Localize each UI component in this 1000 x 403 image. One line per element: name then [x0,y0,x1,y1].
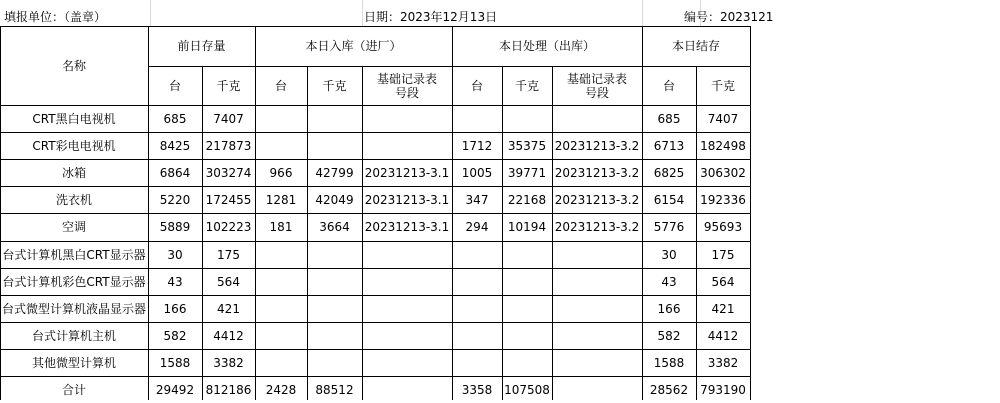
row-cell-in-tai[interactable] [255,349,307,376]
row-cell-bal-kg[interactable]: 175 [711,247,735,262]
row-cell-in-rec[interactable]: 20231213-3.1 [364,192,450,207]
row-cell-out-kg[interactable] [502,241,552,268]
row-cell-in-tai[interactable] [255,132,307,159]
row-cell-bal-kg[interactable]: 7407 [707,111,739,126]
row-cell-out-tai[interactable]: 347 [465,192,489,207]
row-cell-in-rec[interactable] [362,322,452,349]
row-cell-out-kg[interactable]: 39771 [507,165,547,180]
row-cell-out-kg[interactable]: 10194 [507,220,547,234]
row-name-cell[interactable]: 洗衣机 [55,192,92,207]
row-cell-prev-tai[interactable]: 5220 [159,192,191,207]
row-name-cell[interactable]: 其他微型计算机 [31,355,116,370]
row-cell-in-rec[interactable] [362,241,452,268]
row-cell-prev-kg[interactable]: 303274 [205,165,252,180]
row-cell-prev-kg[interactable]: 7407 [213,111,244,126]
row-cell-bal-tai[interactable]: 30 [661,247,677,262]
row-cell-prev-tai[interactable]: 1588 [159,355,191,370]
row-cell-bal-tai[interactable]: 6713 [653,138,685,153]
subheader-unit-tai[interactable]: 台 [470,78,483,93]
row-cell-bal-kg[interactable]: 793190 [700,382,746,397]
row-cell-in-kg[interactable] [307,132,362,159]
row-cell-prev-tai[interactable]: 685 [163,111,187,126]
row-cell-prev-tai[interactable]: 30 [167,247,183,262]
row-cell-in-tai[interactable] [255,295,307,322]
row-cell-bal-tai[interactable]: 582 [657,328,681,343]
header-name-cell[interactable]: 名称 [61,58,86,73]
row-cell-bal-tai[interactable]: 6825 [653,165,685,180]
row-cell-out-tai[interactable] [452,105,502,132]
row-cell-bal-kg[interactable]: 421 [711,301,735,316]
header-inbound[interactable]: 本日入库（进厂） [305,39,402,53]
fill-unit-label: 填报单位：（盖章） [4,10,107,24]
row-cell-out-kg[interactable]: 35375 [507,138,547,153]
row-name-cell[interactable]: 台式微型计算机液晶显示器 [1,301,146,316]
subheader-unit-tai[interactable]: 台 [168,78,181,93]
subheader-record-no[interactable]: 基础记录表号段 [566,71,627,100]
row-cell-out-kg[interactable] [502,295,552,322]
row-cell-in-kg[interactable]: 42049 [315,192,354,207]
row-cell-out-tai[interactable] [452,322,502,349]
row-cell-out-tai[interactable]: 1005 [461,165,493,180]
row-cell-out-kg[interactable] [502,105,552,132]
row-cell-out-kg[interactable] [502,322,552,349]
row-cell-prev-tai[interactable]: 166 [163,301,187,316]
row-cell-in-tai[interactable]: 1281 [265,192,297,207]
subheader-unit-kg[interactable]: 千克 [514,78,539,93]
row-cell-in-rec[interactable] [362,295,452,322]
subheader-unit-kg[interactable]: 千克 [322,78,347,93]
row-cell-out-tai[interactable] [452,268,502,295]
header-processed[interactable]: 本日处理（出库） [498,39,595,53]
row-cell-prev-kg[interactable]: 172455 [205,192,252,207]
row-cell-out-rec[interactable] [552,376,642,403]
row-cell-prev-tai[interactable]: 5889 [159,220,191,234]
row-cell-bal-kg[interactable]: 4412 [707,328,739,343]
row-cell-bal-kg[interactable]: 192336 [700,192,746,207]
row-cell-bal-tai[interactable]: 685 [657,111,681,126]
row-cell-prev-kg[interactable]: 217873 [205,138,252,153]
report-date: 日期：2023年12月13日 [364,10,498,24]
row-cell-bal-tai[interactable]: 43 [661,274,677,289]
row-cell-out-tai[interactable]: 294 [465,220,489,234]
row-cell-prev-kg[interactable]: 175 [217,247,240,262]
row-cell-prev-kg[interactable]: 564 [217,274,240,289]
row-cell-out-rec[interactable]: 20231213-3.2 [554,192,640,207]
header-prev-stock[interactable]: 前日存量 [177,39,226,53]
row-cell-in-tai[interactable] [255,105,307,132]
row-name-cell[interactable]: 合计 [61,382,86,397]
row-cell-bal-tai[interactable]: 6154 [653,192,685,207]
row-cell-prev-tai[interactable]: 6864 [159,165,191,180]
row-cell-bal-kg[interactable]: 564 [711,274,735,289]
row-cell-in-rec[interactable] [362,349,452,376]
row-cell-in-kg[interactable] [307,105,362,132]
row-cell-in-tai[interactable] [255,322,307,349]
report-number: 编号：2023121 [684,10,774,24]
row-cell-in-rec[interactable] [362,105,452,132]
row-cell-in-tai[interactable]: 2428 [265,382,297,397]
row-cell-in-kg[interactable]: 3664 [319,220,350,234]
row-cell-in-rec[interactable]: 20231213-3.1 [364,165,450,180]
row-cell-in-rec[interactable]: 20231213-3.1 [364,220,450,234]
subheader-unit-kg[interactable]: 千克 [710,78,735,93]
row-cell-in-rec[interactable] [362,132,452,159]
row-cell-out-tai[interactable] [452,295,502,322]
row-name-cell[interactable]: 台式计算机主机 [31,328,116,343]
row-cell-out-rec[interactable]: 20231213-3.2 [554,138,640,153]
row-cell-in-kg[interactable] [307,268,362,295]
row-cell-out-tai[interactable] [452,349,502,376]
row-cell-in-tai[interactable] [255,268,307,295]
row-name-cell[interactable]: CRT彩电电视机 [32,138,116,153]
row-cell-out-rec[interactable] [552,241,642,268]
row-cell-prev-kg[interactable]: 421 [217,301,240,316]
row-cell-out-rec[interactable] [552,105,642,132]
row-cell-prev-kg[interactable]: 3382 [213,355,244,370]
row-cell-prev-kg[interactable]: 4412 [213,328,244,343]
row-cell-in-kg[interactable] [307,322,362,349]
row-cell-in-kg[interactable]: 42799 [315,165,354,180]
row-cell-in-kg[interactable]: 88512 [315,382,354,397]
row-cell-out-rec[interactable] [552,268,642,295]
row-cell-prev-tai[interactable]: 43 [167,274,183,289]
row-cell-prev-tai[interactable]: 8425 [159,138,191,153]
row-cell-prev-tai[interactable]: 29492 [155,382,195,397]
row-cell-bal-tai[interactable]: 28562 [649,382,689,397]
row-cell-bal-tai[interactable]: 5776 [653,220,685,234]
row-cell-out-rec[interactable] [552,322,642,349]
header-balance[interactable]: 本日结存 [671,39,720,53]
subheader-record-no[interactable]: 基础记录表号段 [376,71,437,100]
row-cell-out-rec[interactable]: 20231213-3.2 [554,220,640,234]
row-cell-in-tai[interactable] [255,241,307,268]
row-cell-bal-tai[interactable]: 166 [657,301,681,316]
row-cell-in-kg[interactable] [307,241,362,268]
row-cell-bal-kg[interactable]: 182498 [700,138,746,153]
row-cell-out-rec[interactable] [552,349,642,376]
subheader-unit-kg[interactable]: 千克 [216,78,241,93]
row-cell-out-tai[interactable]: 3358 [461,382,493,397]
subheader-unit-tai[interactable]: 台 [274,78,287,93]
row-cell-out-rec[interactable] [552,295,642,322]
row-cell-prev-kg[interactable]: 812186 [205,382,252,397]
row-name-cell[interactable]: 台式计算机彩色CRT显示器 [2,274,146,289]
row-cell-prev-tai[interactable]: 582 [163,328,187,343]
row-cell-in-rec[interactable] [362,376,452,403]
row-cell-out-kg[interactable] [502,268,552,295]
row-cell-in-kg[interactable] [307,349,362,376]
row-cell-out-rec[interactable]: 20231213-3.2 [554,165,640,180]
row-name-cell[interactable]: CRT黑白电视机 [32,111,116,126]
row-cell-bal-kg[interactable]: 95693 [703,220,743,234]
row-cell-bal-kg[interactable]: 3382 [707,355,739,370]
row-cell-in-tai[interactable]: 966 [269,165,293,180]
row-name-cell[interactable]: 冰箱 [61,165,86,180]
row-cell-prev-kg[interactable]: 102223 [205,220,252,234]
row-cell-in-kg[interactable] [307,295,362,322]
row-name-cell[interactable]: 空调 [61,220,86,234]
row-cell-in-tai[interactable]: 181 [269,220,293,234]
row-name-cell[interactable]: 台式计算机黑白CRT显示器 [2,247,146,262]
row-cell-bal-tai[interactable]: 1588 [653,355,685,370]
row-cell-out-tai[interactable] [452,241,502,268]
row-cell-out-kg[interactable] [502,349,552,376]
row-cell-out-kg[interactable]: 22168 [507,192,547,207]
subheader-unit-tai[interactable]: 台 [662,78,675,93]
row-cell-in-rec[interactable] [362,268,452,295]
row-cell-bal-kg[interactable]: 306302 [700,165,746,180]
row-cell-out-kg[interactable]: 107508 [504,382,550,397]
row-cell-out-tai[interactable]: 1712 [461,138,493,153]
